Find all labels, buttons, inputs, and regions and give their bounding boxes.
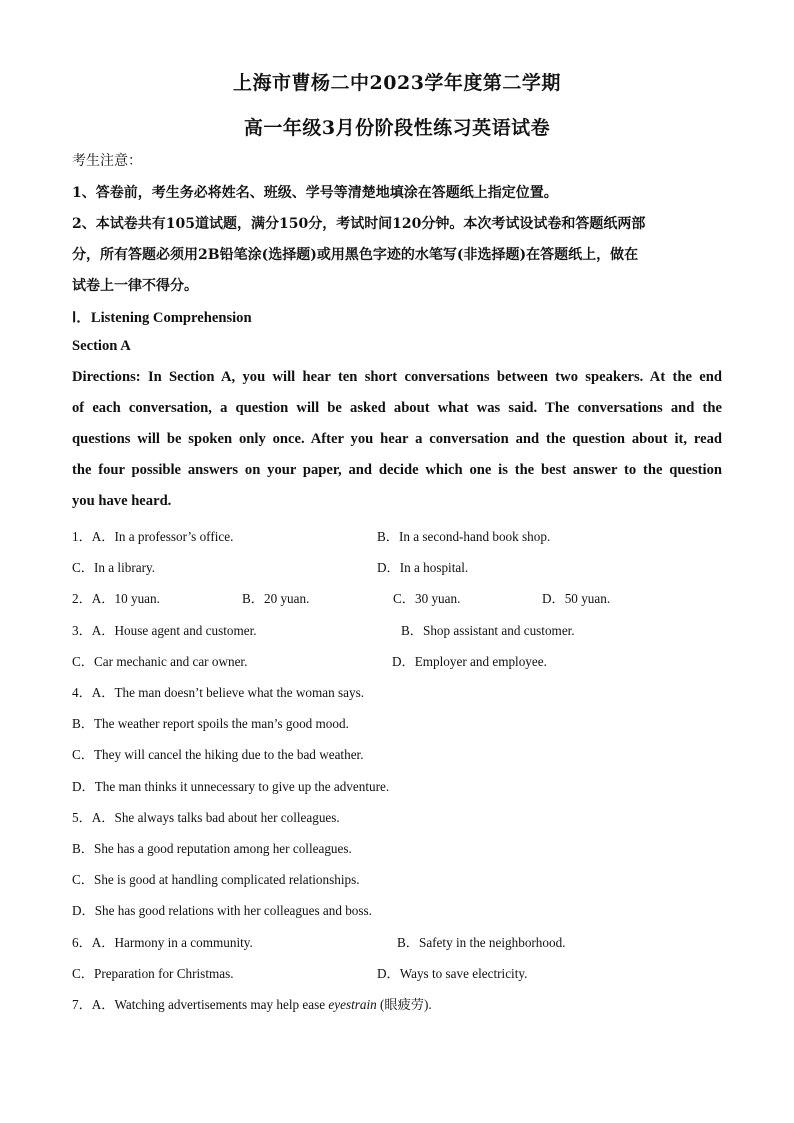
q5-option-a: 5．A．She always talks bad about her colleagues. — [72, 810, 340, 825]
q6-option-a: 6．A．Harmony in a community. — [72, 935, 253, 950]
q2-option-a: 2．A．10 yuan. — [72, 591, 160, 606]
section-heading: Ⅰ．Listening Comprehension — [72, 310, 252, 326]
q3-option-b: B．Shop assistant and customer. — [401, 623, 575, 638]
q5-option-d: D．She has good relations with her colleagues and boss. — [72, 903, 372, 918]
q7-option-a — [72, 994, 432, 1013]
q2-option-c: C．30 yuan. — [393, 591, 461, 606]
q3-option-c: C．Car mechanic and car owner. — [72, 654, 248, 669]
q6-option-c: C．Preparation for Christmas. — [72, 966, 234, 981]
q4-option-d: D．The man thinks it unnecessary to give up the adventure. — [72, 779, 390, 794]
q7-option-a-note: (眼疲劳). — [376, 997, 432, 1012]
q6-option-b: B．Safety in the neighborhood. — [397, 935, 566, 950]
q6-option-d: D．Ways to save electricity. — [377, 966, 528, 981]
exam-title-line1: 上海市曹杨二中2023学年度第二学期 — [233, 72, 561, 94]
q7-option-a-text: 7．A．Watching advertisements may help ease — [72, 997, 329, 1012]
q4-option-b: B．The weather report spoils the man’s good mood. — [72, 716, 349, 731]
q1-option-c: C．In a library. — [72, 560, 156, 575]
directions-line: you have heard. — [72, 493, 172, 509]
notice-heading: 考生注意： — [72, 153, 142, 169]
q2-option-d: D．50 yuan. — [542, 591, 611, 606]
sub-heading: Section A — [72, 338, 131, 354]
directions-line: of each conversation, a question will be asked about what was said. The conversations and the — [72, 400, 722, 416]
q2-option-b: B．20 yuan. — [242, 591, 310, 606]
q5-option-c: C．She is good at handling complicated relationships. — [72, 872, 360, 887]
q4-option-c: C．They will cancel the hiking due to the bad weather. — [72, 747, 364, 762]
notice-item-1: 1、答卷前，考生务必将姓名、班级、学号等清楚地填涂在答题纸上指定位置。 — [72, 185, 558, 201]
q1-option-d: D．In a hospital. — [377, 560, 469, 575]
q5-option-b: B．She has a good reputation among her colleagues. — [72, 841, 352, 856]
notice-item-2-line3: 试卷上一律不得分。 — [72, 278, 198, 294]
notice-item-2-line1: 2、本试卷共有105道试题，满分150分，考试时间120分钟。本次考试设试卷和答题纸两部 — [72, 216, 646, 232]
q4-option-a: 4．A．The man doesn’t believe what the woman says. — [72, 685, 365, 700]
q1-option-b: B．In a second-hand book shop. — [377, 529, 551, 544]
q7-option-a-term: eyestrain — [328, 997, 377, 1012]
directions-line: questions will be spoken only once. After you hear a conversation and the question about it, read — [72, 431, 722, 447]
notice-item-2-line2: 分，所有答题必须用2B铅笔涂(选择题)或用黑色字迹的水笔写(非选择题)在答题纸上，做在 — [72, 247, 639, 263]
q3-option-a: 3．A．House agent and customer. — [72, 623, 257, 638]
directions-line: Directions: In Section A, you will hear ten short conversations between two speakers. At the end — [72, 369, 722, 385]
q3-option-d: D．Employer and employee. — [392, 654, 547, 669]
q1-option-a: 1．A．In a professor’s office. — [72, 529, 234, 544]
directions-line: the four possible answers on your paper, and decide which one is the best answer to the question — [72, 462, 722, 478]
exam-title-line2: 高一年级3月份阶段性练习英语试卷 — [243, 117, 551, 139]
